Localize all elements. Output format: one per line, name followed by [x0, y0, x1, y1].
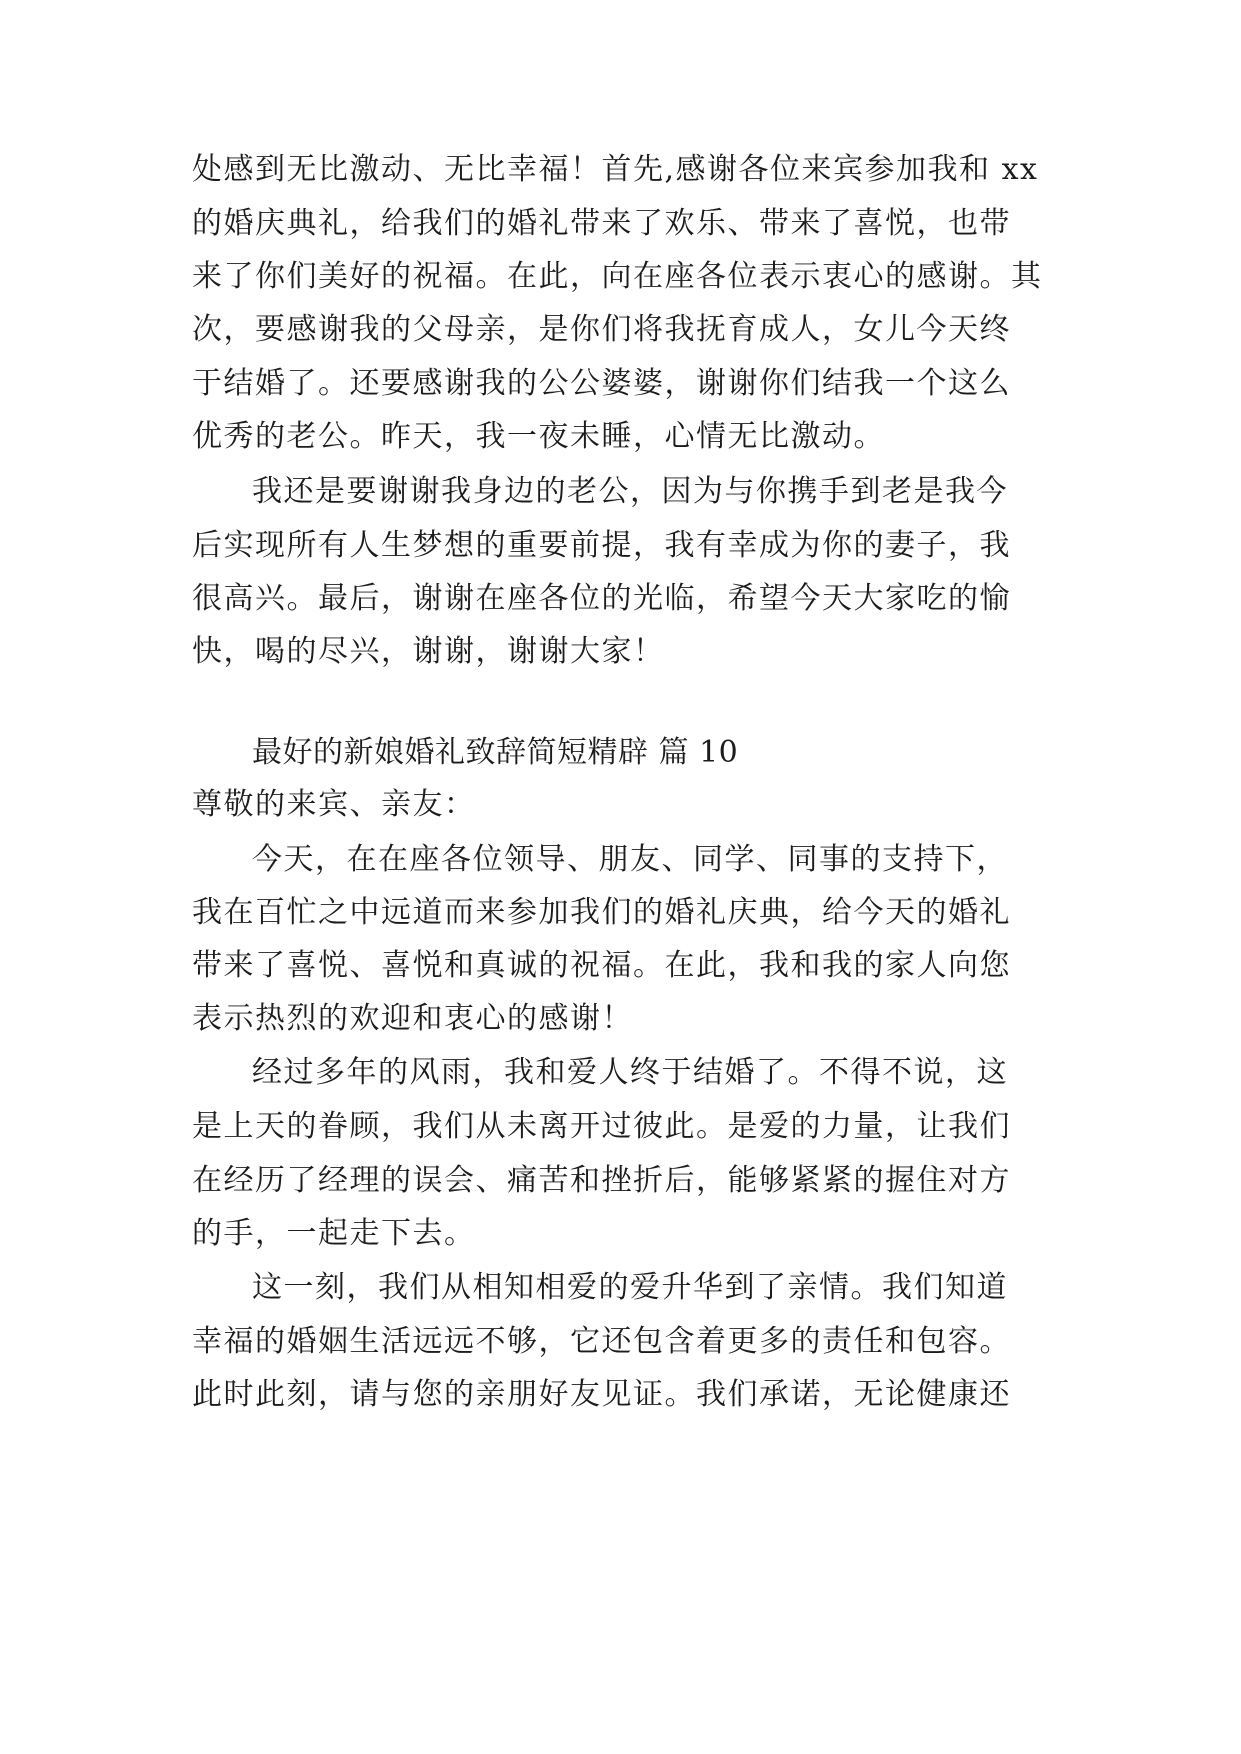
text-line: 很高兴。最后，谢谢在座各位的光临，希望今天大家吃的愉 [192, 581, 1011, 616]
text-line: 次，要感谢我的父母亲，是你们将我抚育成人，女儿今天终 [192, 312, 1011, 347]
text-line: 我在百忙之中远道而来参加我们的婚礼庆典，给今天的婚礼 [192, 895, 1011, 930]
text-line: 在经历了经理的误会、痛苦和挫折后，能够紧紧的握住对方 [192, 1163, 1011, 1198]
text-line: 是上天的眷顾，我们从未离开过彼此。是爱的力量，让我们 [192, 1109, 1011, 1144]
text-line: 今天，在在座各位领导、朋友、同学、同事的支持下， [252, 842, 1008, 877]
text-line: 快，喝的尽兴，谢谢，谢谢大家！ [192, 634, 665, 669]
text-line: 经过多年的风雨，我和爱人终于结婚了。不得不说，这 [252, 1055, 1008, 1090]
text-line: 这一刻，我们从相知相爱的爱升华到了亲情。我们知道 [252, 1270, 1008, 1305]
text-line: 后实现所有人生梦想的重要前提，我有幸成为你的妻子，我 [192, 528, 1011, 563]
text-line: 处感到无比激动、无比幸福！首先,感谢各位来宾参加我和 xx [192, 152, 1039, 187]
text-line: 此时此刻，请与您的亲朋好友见证。我们承诺，无论健康还 [192, 1377, 1011, 1412]
text-line: 的手，一起走下去。 [192, 1216, 476, 1251]
text-line: 优秀的老公。昨天，我一夜未睡，心情无比激动。 [192, 419, 885, 454]
text-line: 的婚庆典礼，给我们的婚礼带来了欢乐、带来了喜悦，也带 [192, 206, 1011, 241]
text-line: 来了你们美好的祝福。在此，向在座各位表示衷心的感谢。其 [192, 259, 1043, 294]
text-line: 于结婚了。还要感谢我的公公婆婆，谢谢你们结我一个这么 [192, 366, 1011, 401]
salutation: 尊敬的来宾、亲友： [192, 787, 476, 822]
text-line: 表示热烈的欢迎和衷心的感谢！ [192, 1001, 633, 1036]
section-title: 最好的新娘婚礼致辞简短精辟 篇 10 [252, 735, 739, 770]
text-line: 带来了喜悦、喜悦和真诚的祝福。在此，我和我的家人向您 [192, 948, 1011, 983]
text-line: 幸福的婚姻生活远远不够，它还包含着更多的责任和包容。 [192, 1324, 1011, 1359]
text-line: 我还是要谢谢我身边的老公，因为与你携手到老是我今 [252, 474, 1008, 509]
